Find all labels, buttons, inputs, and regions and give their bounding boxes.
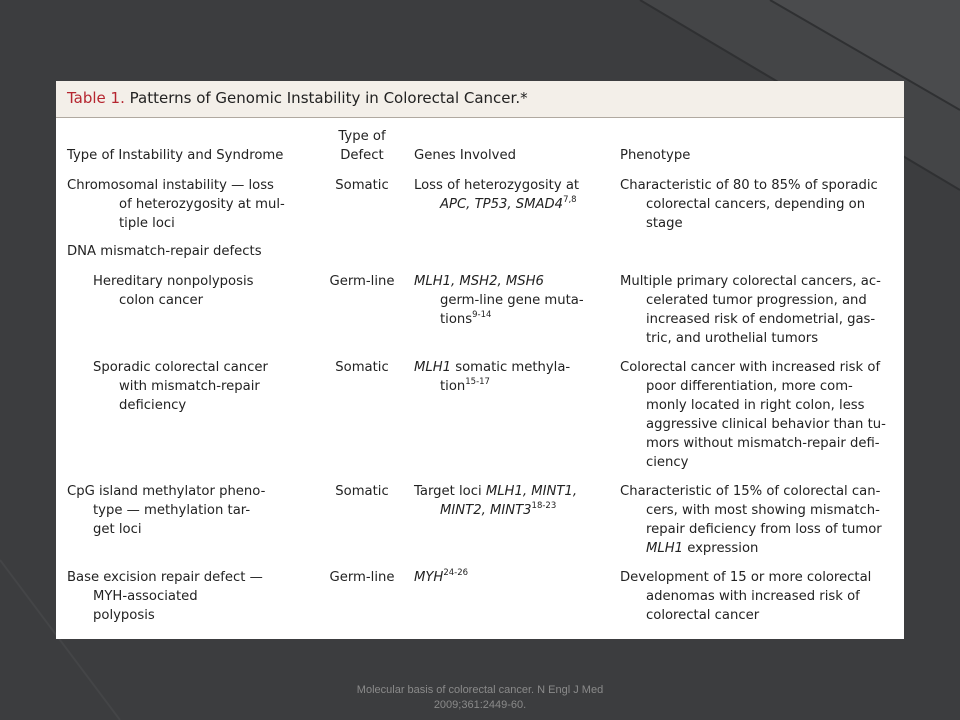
- row4-genes: Target loci MLH1, MINT1, MINT2, MINT3$^{18-23}$: [414, 484, 578, 518]
- row5-phenotype: Development of 15 or more colorectal adenomas with increased risk of colorectal cancer: [620, 570, 872, 623]
- table-title-text: Patterns of Genomic Instability in Colorectal Cancer.*: [129, 89, 528, 107]
- row3-genes: MLH1 somatic methyla- tion$^{15-17}$: [414, 360, 571, 394]
- row2-defect: Germ-line: [329, 274, 395, 289]
- row4-syndrome: CpG island methylator pheno- type — methylation tar- get loci: [67, 484, 266, 537]
- instability-table: [56, 117, 904, 639]
- row5-syndrome: Base excision repair defect — MYH-associated polyposis: [67, 570, 263, 623]
- header-defect-line2: Defect: [340, 148, 384, 163]
- row1-syndrome: Chromosomal instability — loss of heterozygosity at mul- tiple loci: [67, 178, 285, 231]
- row1-genes-italic: APC, TP53, SMAD4: [440, 197, 564, 212]
- row1-genes-ref: 7,8: [563, 194, 577, 205]
- row2-genes-ref: 9-14: [472, 309, 492, 320]
- row5-defect: Germ-line: [329, 570, 395, 585]
- row2-genes: MLH1, MSH2, MSH6 germ-line gene muta- tions$^{9-14}$: [414, 272, 614, 329]
- row4-phenotype: Characteristic of 15% of colorectal can- cers, with most showing mismatch- repair deficiency from loss of tumor MLH1 expression: [620, 484, 882, 556]
- row5-genes: [414, 568, 614, 587]
- row3-phenotype: Colorectal cancer with increased risk of poor differentiation, more com- monly located in right colon, less aggressive clinical behavior than tu- mors without mismatch-repair defi- ciency: [620, 360, 886, 470]
- table-title-label: Table 1.: [67, 89, 125, 107]
- row4-defect: Somatic: [335, 484, 389, 499]
- header-phenotype: Phenotype: [620, 148, 691, 163]
- row3-genes-ref: 15-17: [465, 376, 490, 387]
- row5-genes-italic: MYH: [414, 570, 444, 585]
- row1-genes: [414, 176, 614, 214]
- row3-syndrome: Sporadic colorectal cancer with mismatch-repair deficiency: [93, 360, 268, 413]
- table-title: [67, 89, 528, 107]
- header-genes: Genes Involved: [414, 148, 516, 163]
- row4-phenotype-suffix: expression: [687, 541, 759, 556]
- citation-line2: 2009;361:2449-60.: [433, 699, 527, 711]
- row3-defect: Somatic: [335, 360, 389, 375]
- table-title-bar: [56, 81, 904, 118]
- row2-phenotype: Multiple primary colorectal cancers, ac- celerated tumor progression, and increased risk of endometrial, gas- tric, and urothelial tumors: [620, 274, 881, 346]
- header-syndrome: Type of Instability and Syndrome: [67, 148, 284, 163]
- row5-genes-ref: 24-26: [443, 567, 469, 578]
- row2-syndrome: Hereditary nonpolyposis colon cancer: [93, 274, 254, 308]
- table-figure: [56, 81, 904, 639]
- row1-defect: Somatic: [335, 178, 389, 193]
- header-defect: [322, 127, 402, 165]
- table-row: [67, 176, 307, 233]
- group-label: DNA mismatch-repair defects: [67, 244, 262, 259]
- citation-footer: [300, 683, 660, 713]
- header-defect-line1: Type of: [338, 129, 386, 144]
- row3-genes-italic: MLH1: [414, 360, 452, 375]
- row4-genes-ref: 18-23: [531, 500, 557, 511]
- citation-line1: Molecular basis of colorectal cancer. N Engl J Med: [356, 684, 604, 696]
- row1-genes-prefix: Loss of heterozygosity at: [414, 178, 580, 193]
- row4-phenotype-italic: MLH1: [646, 541, 684, 556]
- row1-phenotype: Characteristic of 80 to 85% of sporadic colorectal cancers, depending on stage: [620, 178, 878, 231]
- row2-genes-italic: MLH1, MSH2, MSH6: [414, 274, 544, 289]
